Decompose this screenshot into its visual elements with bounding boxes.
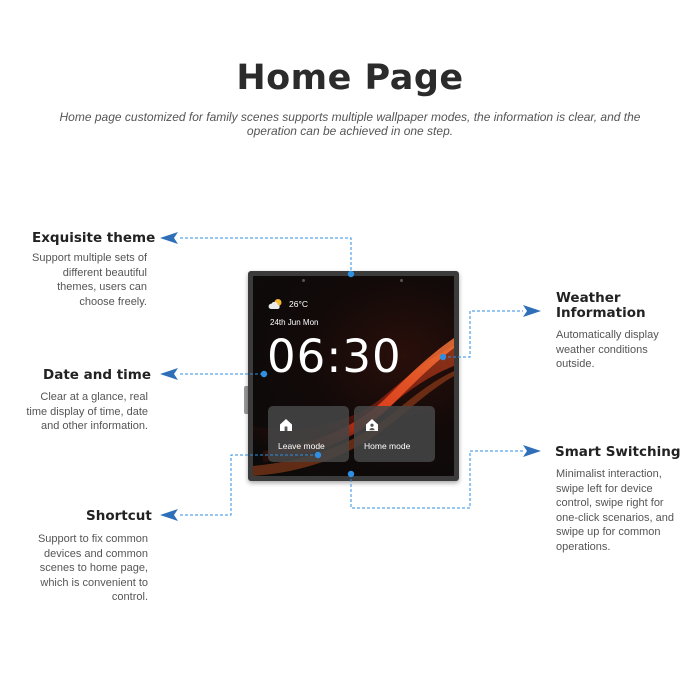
feature-desc-theme: Support multiple sets of different beautiful themes, users can choose freely. [32, 252, 147, 308]
feature-desc-weather: Automatically display weather conditions outside. [556, 329, 659, 370]
feature-title-switching: Smart Switching [555, 444, 681, 460]
feature-title-weather: Weather Information [556, 290, 646, 321]
temperature: 26°C [289, 299, 308, 309]
feature-desc-datetime: Clear at a glance, real time display of time, date and other information. [26, 391, 148, 432]
page-subtitle: Home page customized for family scenes supports multiple wallpaper modes, the information is clear, and the operation can be achieved in one step. [59, 110, 641, 138]
feature-title-shortcut: Shortcut [86, 508, 152, 524]
page-title: Home Page [236, 58, 464, 98]
home-mode-label: Home mode [364, 441, 411, 451]
feature-title-theme: Exquisite theme [32, 230, 156, 246]
date-label: 24th Jun Mon [270, 318, 319, 327]
feature-desc-switching: Minimalist interaction, swipe left for device control, swipe right for one-click scenarios, and swipe up for common operations. [556, 468, 675, 553]
feature-desc-shortcut: Support to fix common devices and common scenes to home page, which is convenient to control. [37, 533, 148, 603]
feature-title-datetime: Date and time [43, 367, 152, 383]
clock-time: 06:30 [267, 330, 402, 383]
leave-mode-label: Leave mode [278, 441, 325, 451]
